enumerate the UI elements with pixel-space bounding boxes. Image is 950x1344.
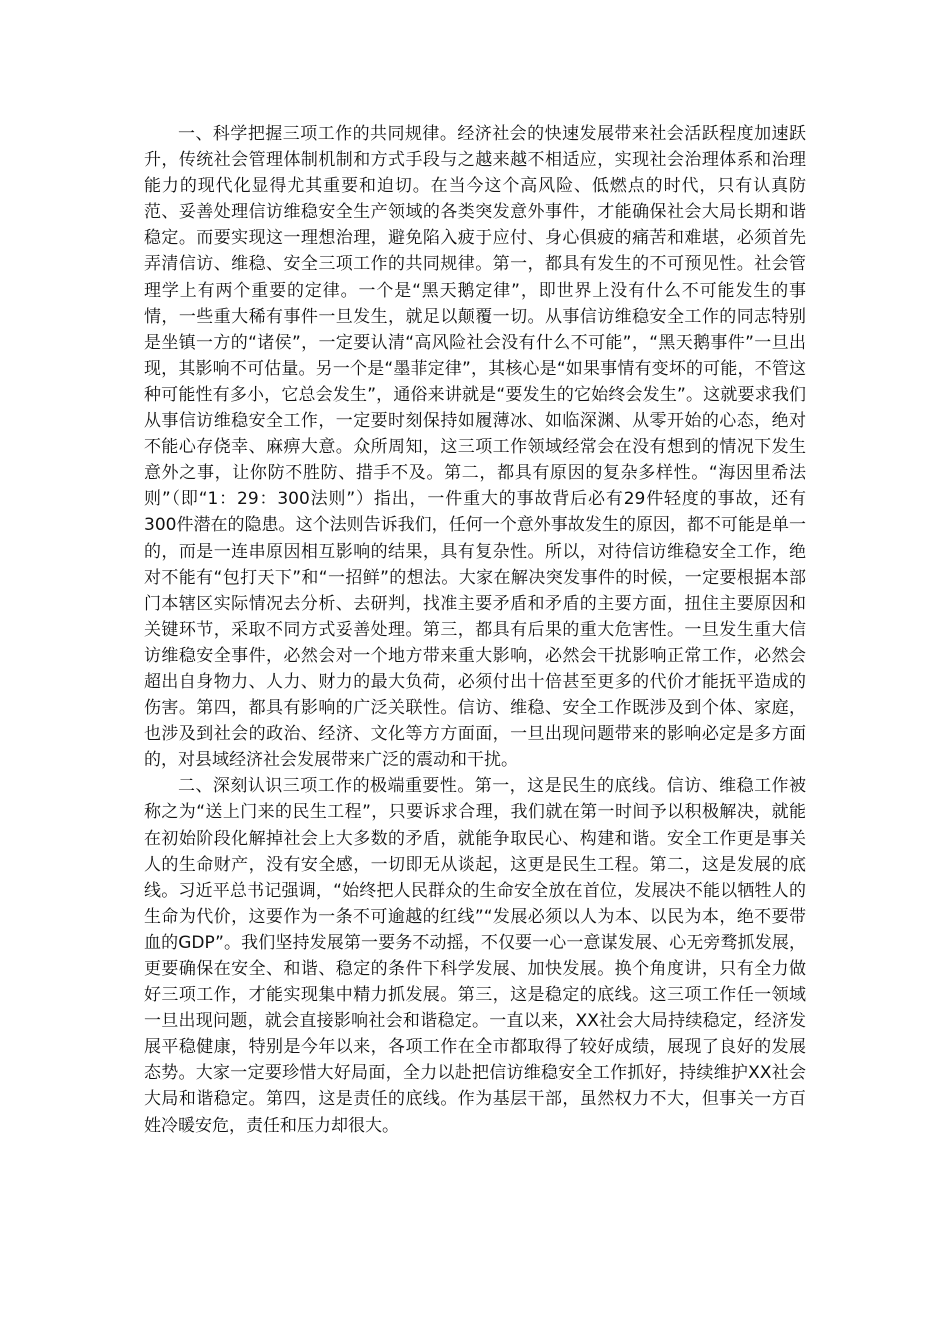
paragraph-importance: 二、深刻认识三项工作的极端重要性。第一，这是民生的底线。信访、维稳工作被称之为“送上门来的民生工程”，只要诉求合理，我们就在第一时间予以积极解决，就能在初始阶段化解掉社会上大多数的矛盾，就能争取民心、构建和谐。安全工作更是事关人的生命财产，没有安全感，一切即无从谈起，这更是民生工程。第二，这是发展的底线。习近平总书记强调，“始终把人民群众的生命安全放在首位，发展决不能以牺牲人的生命为代价，这要作为一条不可逾越的红线”“发展必须以人为本、以民为本，绝不要带血的GDP”。我们坚持发展第一要务不动摇，不仅要一心一意谋发展、心无旁骛抓发展，更要确保在安全、和谐、稳定的条件下科学发展、加快发展。换个角度讲，只有全力做好三项工作，才能实现集中精力抓发展。第三，这是稳定的底线。这三项工作任一领域一旦出现问题，就会直接影响社会和谐稳定。一直以来，XX社会大局持续稳定，经济发展平稳健康，特别是今年以来，各项工作在全市都取得了较好成绩，展现了良好的发展态势。大家一定要珍惜大好局面，全力以赴把信访维稳安全工作抓好，持续维护XX社会大局和谐稳定。第四，这是责任的底线。作为基层干部，虽然权力不大，但事关一方百姓冷暖安危，责任和压力却很大。 [144,776,806,1136]
paragraph-common-laws: 一、科学把握三项工作的共同规律。经济社会的快速发展带来社会活跃程度加速跃升，传统社会管理体制机制和方式手段与之越来越不相适应，实现社会治理体系和治理能力的现代化显得尤其重要和迫切。在当今这个高风险、低燃点的时代，只有认真防范、妥善处理信访维稳安全生产领域的各类突发意外事件，才能确保社会大局长期和谐稳定。而要实现这一理想治理，避免陷入疲于应付、身心俱疲的痛苦和难堪，必须首先弄清信访、维稳、安全三项工作的共同规律。第一，都具有发生的不可预见性。社会管理学上有两个重要的定律。一个是“黑天鹅定律”，即世界上没有什么不可能发生的事情，一些重大稀有事件一旦发生，就足以颠覆一切。从事信访维稳安全工作的同志特别是坐镇一方的“诸侯”，一定要认清“高风险社会没有什么不可能”，“黑天鹅事件”一旦出现，其影响不可估量。另一个是“墨菲定律”，其核心是“如果事情有变坏的可能，不管这种可能性有多小，它总会发生”，通俗来讲就是“要发生的它始终会发生”。这就要求我们从事信访维稳安全工作，一定要时刻保持如履薄冰、如临深渊、从零开始的心态，绝对不能心存侥幸、麻痹大意。众所周知，这三项工作领域经常会在没有想到的情况下发生意外之事，让你防不胜防、措手不及。第二，都具有原因的复杂多样性。“海因里希法则”（即“1：29：300法则”）指出，一件重大的事故背后必有29件轻度的事故，还有300件潜在的隐患。这个法则告诉我们，任何一个意外事故发生的原因，都不可能是单一的，而是一连串原因相互影响的结果，具有复杂性。所以，对待信访维稳安全工作，绝对不能有“包打天下”和“一招鲜”的想法。大家在解决突发事件的时候，一定要根据本部门本辖区实际情况去分析、去研判，找准主要矛盾和矛盾的主要方面，扭住主要原因和关键环节，采取不同方式妥善处理。第三，都具有后果的重大危害性。一旦发生重大信访维稳安全事件，必然会对一个地方带来重大影响，必然会干扰影响正常工作，必然会超出自身物力、人力、财力的最大负荷，必须付出十倍甚至更多的代价才能抚平造成的伤害。第四，都具有影响的广泛关联性。信访、维稳、安全工作既涉及到个体、家庭，也涉及到社会的政治、经济、文化等方方面面，一旦出现问题带来的影响必定是多方面的，对县域经济社会发展带来广泛的震动和干扰。 [144,124,806,771]
document-body [144,121,806,1139]
